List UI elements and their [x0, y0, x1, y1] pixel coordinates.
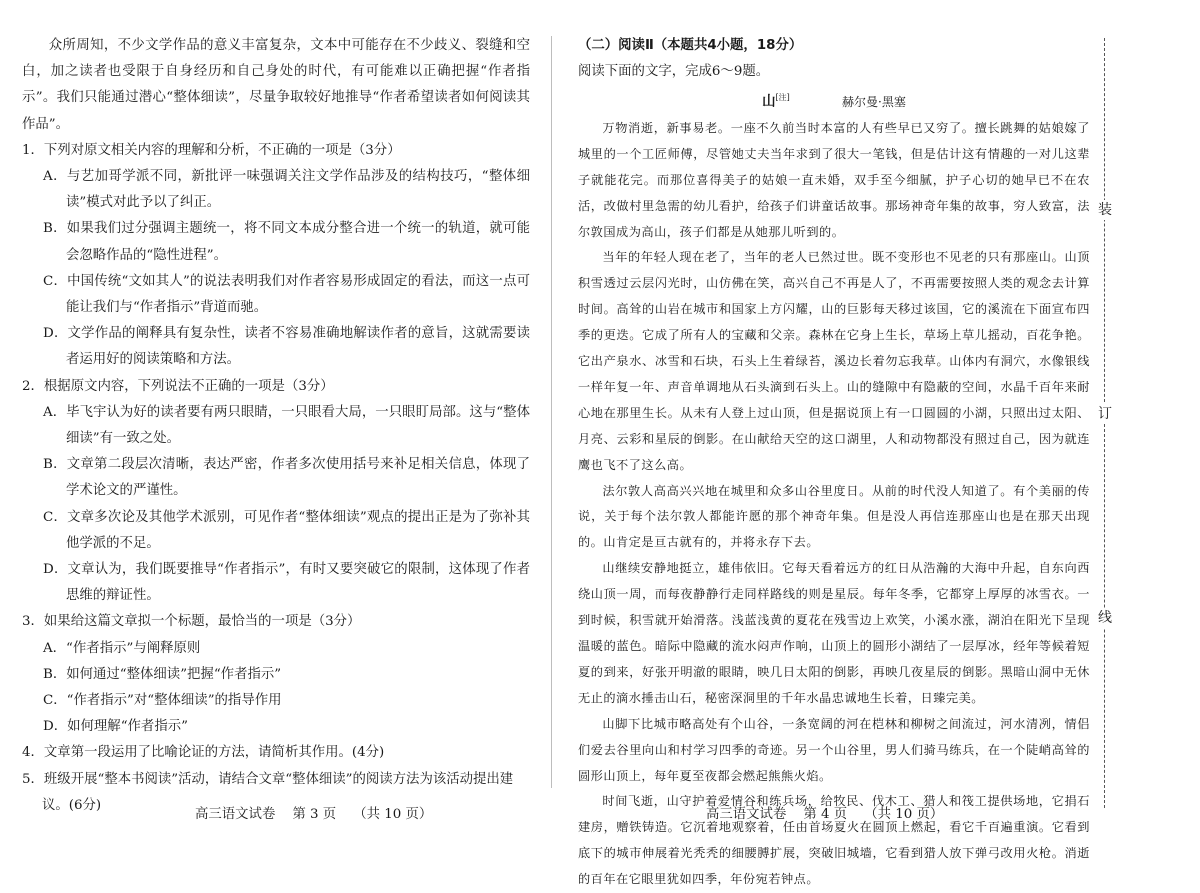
intro-paragraph: 众所周知，不少文学作品的意义丰富复杂，文本中可能存在不少歧义、裂缝和空白，加之读者也受限于自身经历和自己身处的时代，有可能难以正确把握“作者指示”。我们只能通过潜心“整体细读”，尽量争取较好地推导“作者希望读者如何阅读其作品”。 [22, 38, 530, 132]
story-note-mark: [注] [775, 93, 790, 103]
page-footer-right: 高三语文试卷 第 4 页 （共 10 页） [706, 807, 944, 822]
answer-option: D．文学作品的阐释具有复杂性，读者不容易准确地解读作者的意旨，这就需要读者运用好的阅读策略和方法。 [43, 326, 530, 368]
story-author: 赫尔曼·黑塞 [842, 94, 906, 109]
reading-instruction: 阅读下面的文字，完成6～9题。 [578, 64, 770, 80]
story-title: 山 [762, 93, 776, 110]
answer-option: B．如果我们过分强调主题统一，将不同文本成分整合进一个统一的轨道，就可能会忽略作品的“隐性进程”。 [43, 221, 530, 263]
question-list [22, 138, 530, 819]
answer-option: A．“作者指示”与阐释原则 [43, 640, 201, 656]
story-heading [578, 85, 1090, 115]
question-stem: 4．文章第一段运用了比喻论证的方法，请简析其作用。(4分) [22, 745, 385, 761]
story-paragraph: 当年的年轻人现在老了，当年的老人已然过世。既不变形也不见老的只有那座山。山顶积雪透过云层闪光时，山仿佛在笑，高兴自己不再是人了，不再需要按照人类的观念去计算时间。高耸的山岩在城市和国家上方闪耀，山的巨影每天移过该国，它的溪流在下面宣布四季的更迭。它成了所有人的宝藏和父亲。森林在它身上生长，草场上草儿摇动，百花争艳。它出产泉水、冰雪和石块，石头上生着绿苔，溪边长着勿忘我草。山体内有洞穴，水像银线一样年复一年、声音单调地从石头滴到石头上。山的缝隙中有隐蔽的空间，水晶千百年来耐心地在那里生长。从未有人登上过山顶，但是据说顶上有一口圆圆的小湖，只照出过太阳、月亮、云彩和星辰的倒影。在山献给天空的这口湖里，人和动物都没有照过自己，因为就连鹰也飞不了这么高。 [578, 250, 1090, 472]
story-paragraph: 时间飞逝，山守护着爱情谷和练兵场，给牧民、伐木工、猎人和筏工提供场地，它捐石建房，赠铁铸造。它沉着地观察着，任由首场夏火在圆顶上燃起，看它千百遍重演。它看到底下的城市伸展着光秃秃的细腰膊扩展，突破旧城墙，它看到猎人放下弹弓改用火枪。消逝的百年在它眼里犹如四季，年份宛若钟点。 [578, 794, 1090, 887]
story-paragraph: 山脚下比城市略高处有个山谷，一条宽阔的河在桤林和柳树之间流过，河水清冽，情侣们爱去谷里向山和村学习四季的奇迹。另一个山谷里，男人们骑马练兵，在一个陡峭高耸的圆形山顶上，每年夏至夜都会燃起熊熊火焰。 [578, 716, 1090, 783]
section-title: （二）阅读Ⅱ（本题共4小题，18分） [578, 38, 803, 53]
answer-option: D．文章认为，我们既要推导“作者指示”，有时又要突破它的限制，这体现了作者思维的辩证性。 [43, 562, 530, 604]
answer-option: C．中国传统“文如其人”的说法表明我们对作者容易形成固定的看法，而这一点可能让我们与“作者指示”背道而驰。 [43, 273, 530, 316]
question-stem: 5．班级开展“整本书阅读”活动，请结合文章“整体细读”的阅读方法为该活动提出建议。(6分) [22, 771, 514, 813]
question-stem: 3．如果给这篇文章拟一个标题，最恰当的一项是（3分） [22, 614, 361, 630]
answer-option: A．与艺加哥学派不同，新批评一味强调关注文学作品涉及的结构技巧，“整体细读”模式对此予以了纠正。 [43, 169, 530, 211]
binding-char: 订 [1095, 404, 1115, 424]
binding-char: 装 [1095, 200, 1115, 220]
answer-option: B．如何通过“整体细读”把握“作者指示” [43, 666, 282, 682]
question-stem: 1．下列对原文相关内容的理解和分析，不正确的一项是（3分） [22, 142, 401, 158]
story-paragraph: 万物消逝，新事易老。一座不久前当时本富的人有些早已又穷了。擅长跳舞的姑娘嫁了城里的一个工匠师傅，尽管她丈夫当年求到了很大一笔钱，但是估计这有情趣的一对儿这辈子就能花完。而那位喜得美子的姑娘一直未婚，双手至今细腻，护子心切的她早已不在农活，改做村里急需的幼儿看护，给孩子们讲童话故事。那场神奇年集的故事，穷人致富，法尔敦国成为高山，孩子们都是从她那儿听到的。 [578, 120, 1090, 239]
binding-char: 线 [1095, 608, 1115, 628]
answer-option: A．毕飞宇认为好的读者要有两只眼睛，一只眼看大局，一只眼盯局部。这与“整体细读”有一致之处。 [43, 404, 530, 447]
page-divider [551, 36, 552, 788]
question-stem: 2．根据原文内容，下列说法不正确的一项是（3分） [22, 378, 334, 394]
page-footer-left: 高三语文试卷 第 3 页 （共 10 页） [195, 807, 433, 822]
answer-option: C．“作者指示”对“整体细读”的指导作用 [43, 693, 282, 709]
answer-option: B．文章第二段层次清晰，表达严密，作者多次使用括号来补足相关信息，体现了学术论文的严谨性。 [43, 457, 530, 499]
story-body [578, 116, 1090, 893]
answer-option: C．文章多次论及其他学术派别，可见作者“整体细读”观点的提出正是为了弥补其他学派的不足。 [43, 509, 530, 551]
left-page [22, 0, 530, 832]
story-paragraph: 法尔敦人高高兴兴地在城里和众多山谷里度日。从前的时代没人知道了。有个美丽的传说，关于每个法尔敦人都能许愿的那个神奇年集。但是没人再信连那座山也是在那天出现的。山肯定是亘古就有的，并将永存下去。 [578, 483, 1090, 550]
story-paragraph: 山继续安静地挺立，雄伟依旧。它每天看着远方的红日从浩瀚的大海中升起，自东向西绕山顶一周，而每夜静静行走同样路线的则是星辰。每年冬季，它都穿上厚厚的冰雪衣。一到时候，积雪就开始滑落。浅蓝浅黄的夏花在残雪边上欢笑，小溪水涨，湖泊在阳光下呈现温暖的蓝色。暗际中隐藏的流水闷声作响，山顶上的圆形小湖结了一层厚冰，经年等候着短夏的到来，好张开明澈的眼睛，映几日太阳的倒影，再映几夜星辰的倒影。黑暗山洞中无休无止的滴水捶击山石，秘密深洞里的千年水晶忠诚地生长着，日臻完美。 [578, 561, 1090, 705]
answer-option: D．如何理解“作者指示” [43, 719, 188, 735]
right-page [578, 0, 1090, 887]
